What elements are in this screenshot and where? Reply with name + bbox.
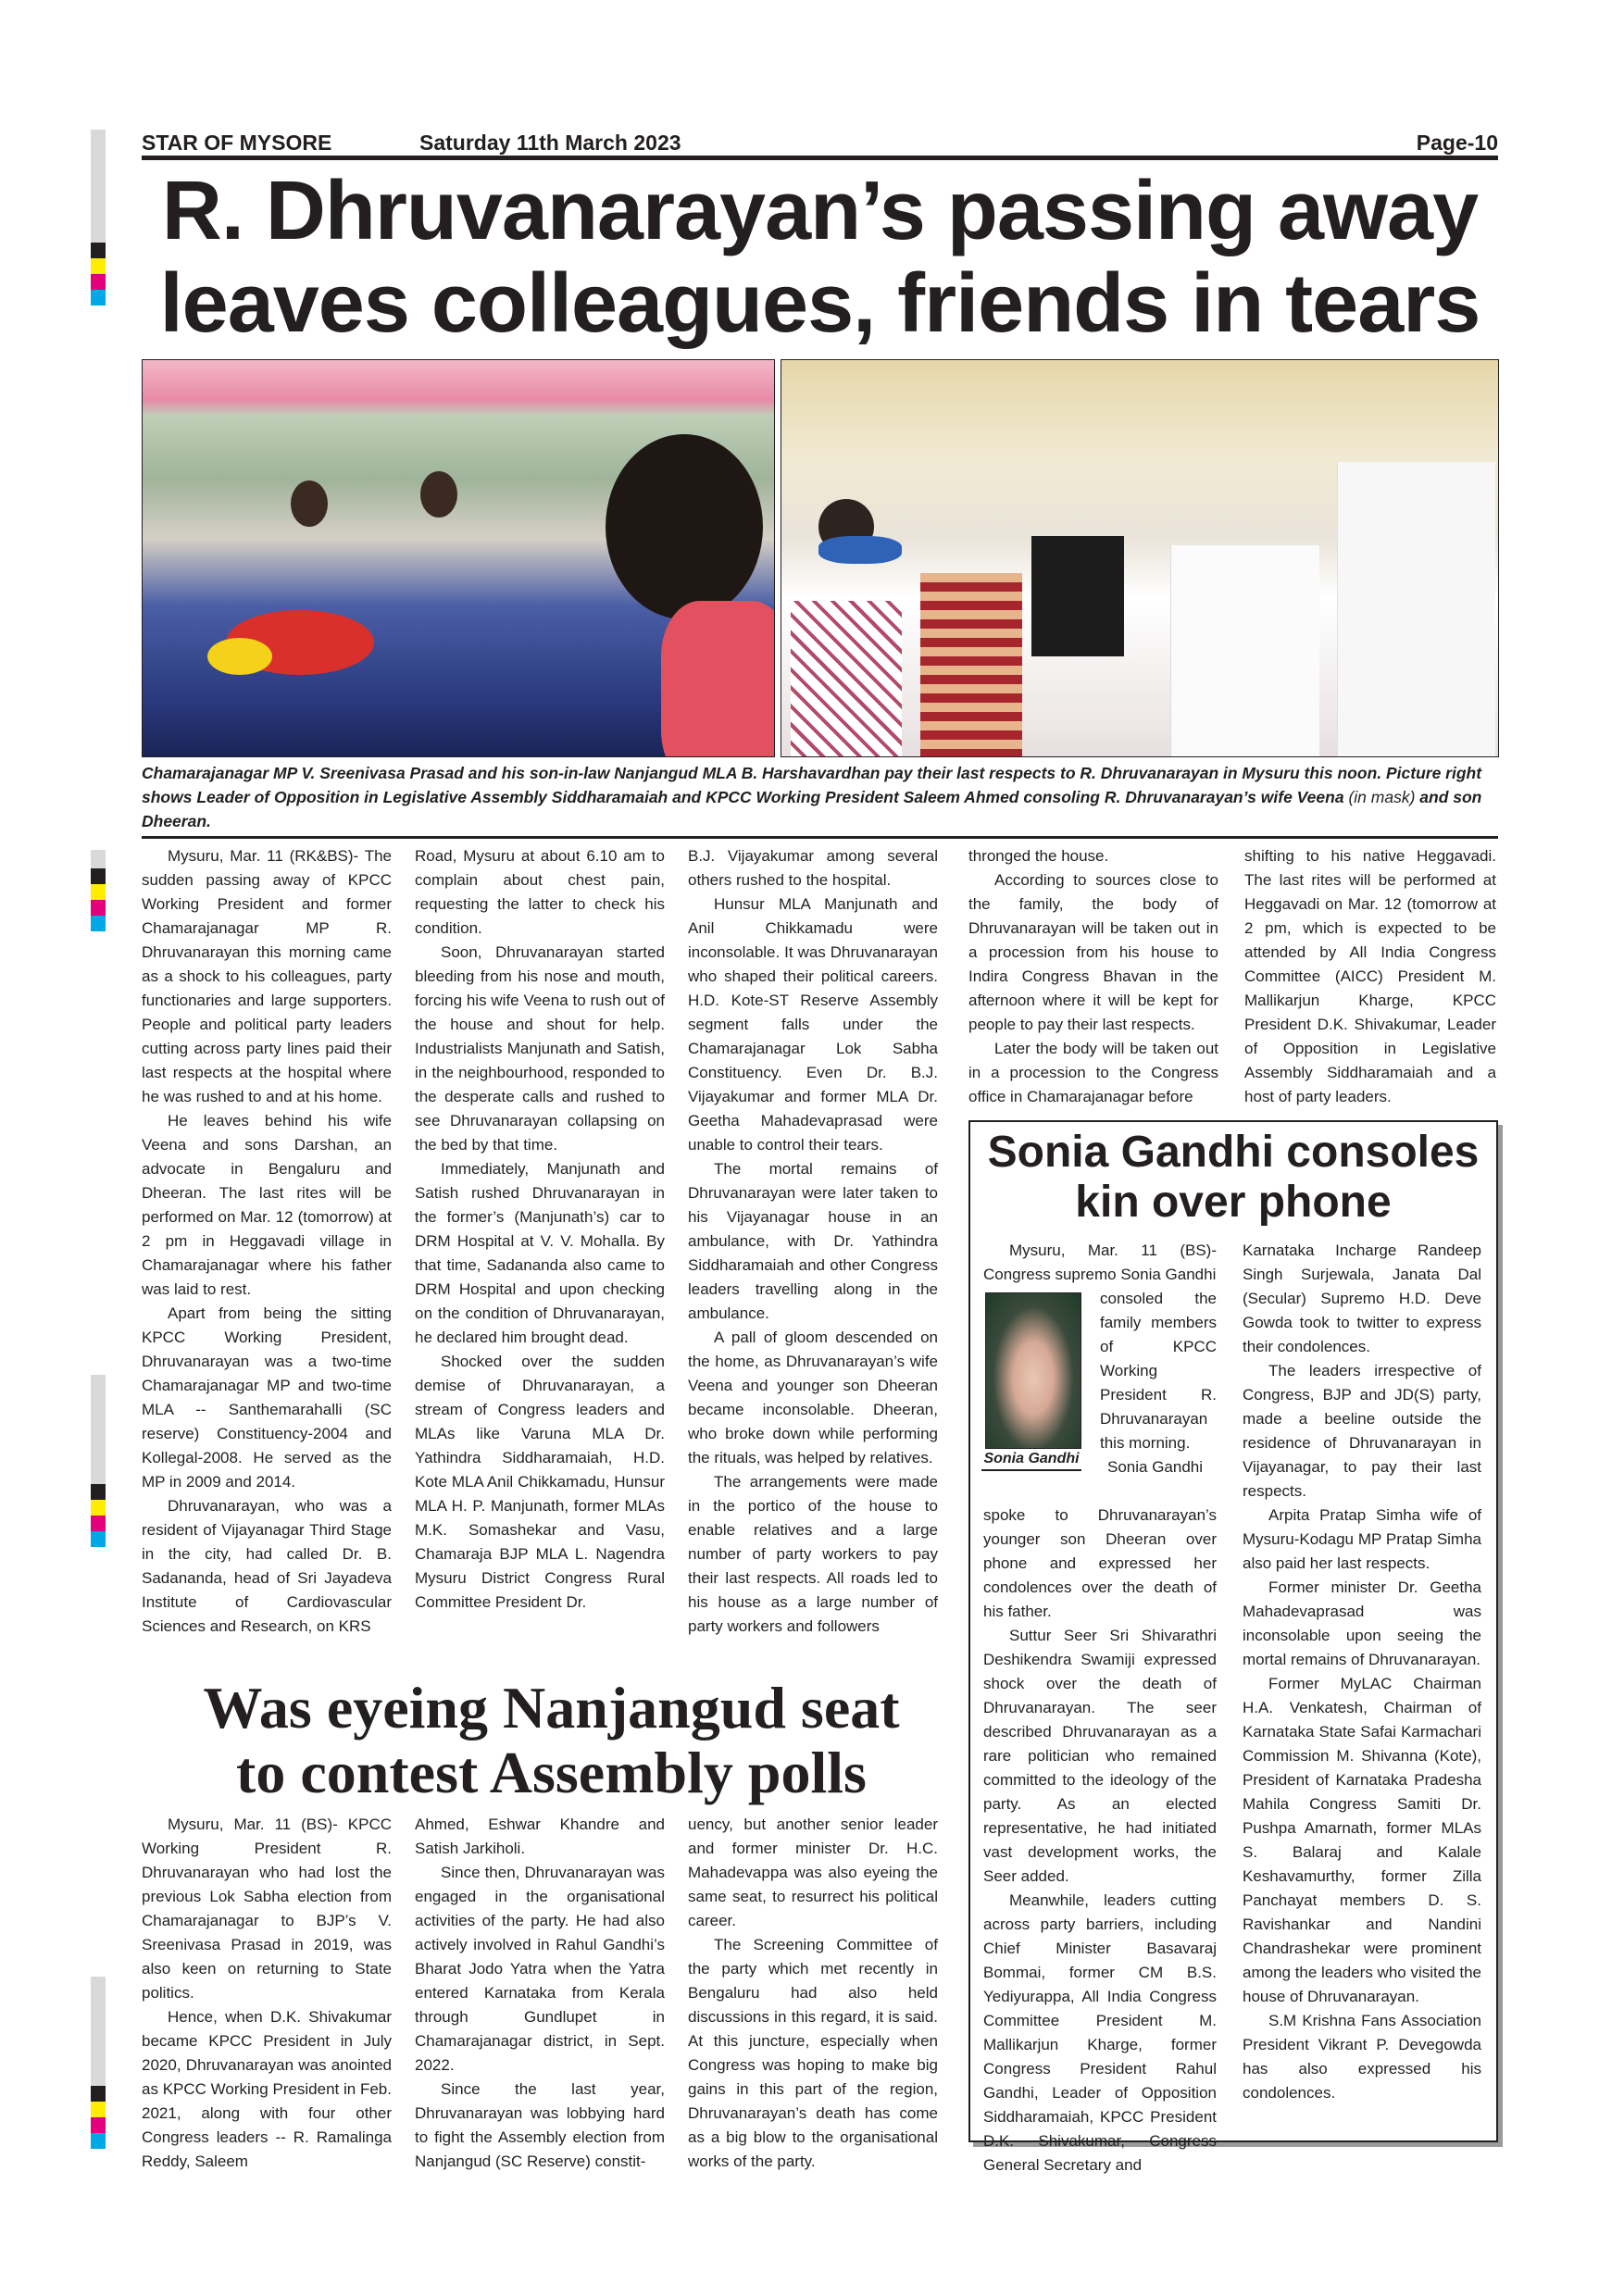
article-column-5	[1244, 844, 1496, 1109]
paragraph: Karnataka Incharge Randeep Singh Surjewala, Janata Dal (Secular) Supremo H.D. Deve Gowda took to twitter to express their condolences.	[1243, 1242, 1481, 1355]
caption-text: Chamarajanagar MP V. Sreenivasa Prasad and his son-in-law Nanjangud MLA B. Harshavardhan pay their last respects to R. Dhruvanarayan in Mysuru this noon. Picture right shows Leader of Opposition in Legislative Assembly Siddharamaiah and KPCC Working President Saleem Ahmed consoling R. Dhruvanarayan’s wife Veena	[142, 764, 1482, 806]
paragraph: A pall of gloom descended on the home, as Dhruvanarayan’s wife Veena and younger son Dheeran became inconsolable. Dheeran, who broke down while performing the rituals, was helped by relatives.	[688, 1329, 938, 1466]
portrait-caption: Sonia Gandhi	[981, 1451, 1081, 1471]
paragraph: shifting to his native Heggavadi. The last rites will be performed at Heggavadi on Mar. 12 (tomorrow at 2 pm, which is expected to be attended by All India Congress Committee (AICC) President M. Mallikarjun Kharge, KPCC President D.K. Shivakumar, Leader of Opposition in Legislative Assembly Siddharamaiah and a host of party leaders.	[1244, 847, 1496, 1105]
paragraph: Shocked over the sudden demise of Dhruvanarayan, a stream of Congress leaders and MLAs like Varuna MLA Dr. Yathindra Siddharamaiah, H.D. Kote MLA Anil Chikkamadu, Hunsur MLA H. P. Manjunath, former MLAs M.K. Somashekar and Vasu, Chamaraja BJP MLA L. Nagendra Mysuru District Congress Rural Committee President Dr.	[415, 1353, 665, 1611]
page-number: Page-10	[1416, 131, 1498, 155]
caption-rule	[142, 836, 1498, 839]
paragraph: Immediately, Manjunath and Satish rushed Dhruvanarayan in the former’s (Manjunath’s) car to DRM Hospital at V. V. Mohalla. By that time, Sadananda also came to DRM Hospital and upon checking on the condition of Dhruvanarayan, he declared him brought dead.	[415, 1160, 665, 1346]
paragraph: He leaves behind his wife Veena and sons Darshan, an advocate in Bengaluru and Dheeran. The last rites will be performed on Mar. 12 (tomorrow) at 2 pm in Heggavadi village in Chamarajanagar where his father was laid to rest.	[142, 1112, 392, 1298]
portrait-photo	[985, 1292, 1081, 1449]
paragraph: Meanwhile, leaders cutting across party barriers, including Chief Minister Basavaraj Bommai, former CM B.S. Yediyurappa, All India Congress Committee President M. Mallikarjun Kharge, former Congress President Rahul Gandhi, Leader of Opposition Siddharamaiah, KPCC President D.K. Shivakumar, Congress General Secretary and	[983, 1891, 1217, 2174]
paragraph: Hence, when D.K. Shivakumar became KPCC President in July 2020, Dhruvanarayan was anointed as KPCC Working President in Feb. 2021, along with four other Congress leaders -- R. Ramalinga Reddy, Saleem	[142, 2008, 392, 2170]
paragraph: Road, Mysuru at about 6.10 am to complain about chest pain, requesting the latter to check his condition.	[415, 847, 665, 937]
paragraph: Mysuru, Mar. 11 (BS)- KPCC Working President R. Dhruvanarayan who had lost the previous Lok Sabha election from Chamarajanagar to BJP’s V. Sreenivasa Prasad in 2019, was also keen on returning to State politics.	[142, 1816, 392, 2002]
paragraph: Dhruvanarayan, who was a resident of Vijayanagar Third Stage in the city, had called Dr. B. Sadananda, head of Sri Jayadeva Institute of Cardiovascular Sciences and Research, on KRS	[142, 1497, 392, 1635]
paragraph: The leaders irrespective of Congress, BJP and JD(S) party, made a beeline outside the residence of Dhruvanarayan in Vijayanagar, to pay their last respects.	[1243, 1362, 1481, 1500]
paragraph: Ahmed, Eshwar Khandre and Satish Jarkiholi.	[415, 1816, 665, 1857]
paragraph: Mysuru, Mar. 11 (RK&BS)- The sudden passing away of KPCC Working President and former Chamarajanagar MP R. Dhruvanarayan this morning came as a shock to his colleagues, party functionaries and large supporters. People and political party leaders cutting across party lines paid their last respects at the hospital where he was rushed to and at his home.	[142, 847, 392, 1105]
paragraph: Since then, Dhruvanarayan was engaged in the organisational activities of the party. He had also actively involved in Rahul Gandhi’s Bharat Jodo Yatra when the Yatra entered Karnataka from Kerala through Gundlupet in Chamarajanagar district, in Sept. 2022.	[415, 1864, 665, 2074]
second-headline	[142, 1676, 961, 1805]
article-column-2	[415, 844, 665, 1615]
caption-aside: (in mask)	[1348, 788, 1416, 806]
paragraph: The mortal remains of Dhruvanarayan were later taken to his Vijayanagar house in an ambulance, with Dr. Yathindra Siddharamaiah and other Congress leaders travelling along in the ambulance.	[688, 1160, 938, 1322]
article-column-4	[968, 844, 1218, 1109]
article-column-1	[142, 844, 392, 1639]
masthead-rule	[142, 156, 1498, 160]
paragraph: Former MyLAC Chairman H.A. Venkatesh, Chairman of Karnataka State Safai Karmachari Commission M. Shivanna (Kote), President of Karnataka Pradesha Mahila Congress Samiti Dr. Pushpa Amarnath, former MLAs S. Balaraj and Kalale Keshavamurthy, former Zilla Panchayat members D. S. Ravishankar and Nandini Chandrashekar were prominent among the leaders who visited the house of Dhruvanarayan.	[1243, 1675, 1481, 2005]
paragraph: According to sources close to the family, the body of Dhruvanarayan will be taken out in a procession from his house to Indira Congress Bhavan in the afternoon where it will be kept for people to pay their last respects.	[968, 871, 1218, 1033]
paragraph: Arpita Pratap Simha wife of Mysuru-Kodagu MP Pratap Simha also paid her last respects.	[1243, 1506, 1481, 1572]
cmyk-registration-mark	[91, 1375, 106, 1547]
paragraph: The Screening Committee of the party which met recently in Bengaluru had also held discussions in this regard, it is said. At this juncture, especially when Congress was hoping to make big gains in this part of the region, Dhruvanarayan’s death has come as a big blow to the organisational works of the party.	[688, 1936, 938, 2170]
paragraph: spoke to Dhruvanarayan’s younger son Dheeran over phone and expressed her condolences over the death of his father.	[983, 1506, 1217, 1620]
photo-consoling-family	[781, 359, 1499, 757]
second-article-column-3	[688, 1813, 938, 2174]
sidebar-headline: Sonia Gandhi consoles kin over phone	[987, 1128, 1480, 1227]
paragraph: Soon, Dhruvanarayan started bleeding from his nose and mouth, forcing his wife Veena to rush out of the house and shout for help. Industrialists Manjunath and Satish, in the neighbourhood, responded to the desperate calls and rushed to see Dhruvanarayan collapsing on the bed by that time.	[415, 943, 665, 1154]
paragraph: S.M Krishna Fans Association President Vikrant P. Devegowda has also expressed his condolences.	[1243, 2012, 1481, 2102]
paragraph: Suttur Seer Sri Shivarathri Deshikendra Swamiji expressed shock over the death of Dhruvanarayan. The seer described Dhruvanarayan as a rare politician who remained committed to the ideology of the party. As an elected representative, he had initiated vast development works, the Seer added.	[983, 1627, 1217, 1885]
paragraph: consoled the family members of KPCC Working President R. Dhruvanarayan this morning.	[1100, 1290, 1217, 1452]
sidebar-story-box	[968, 1120, 1498, 2174]
paragraph: Later the body will be taken out in a procession to the Congress office in Chamarajanagar before	[968, 1040, 1218, 1105]
paragraph: Apart from being the sitting KPCC Working President, Dhruvanarayan was a two-time Chamarajanagar MP and two-time MLA -- Santhemarahalli (SC reserve) Constituency-2004 and Kollegal-2008. He served as the MP in 2009 and 2014.	[142, 1304, 392, 1491]
issue-date: Saturday 11th March 2023	[419, 131, 681, 155]
photo-caption	[142, 761, 1498, 833]
second-article-column-2	[415, 1813, 665, 2174]
cmyk-registration-mark	[91, 130, 106, 306]
cmyk-registration-mark	[91, 850, 106, 931]
headline-line-2: to contest Assembly polls	[236, 1740, 867, 1805]
photo-funeral	[142, 359, 775, 757]
headline-line-1: Was eyeing Nanjangud seat	[203, 1675, 900, 1741]
headline-line-1: R. Dhruvanarayan’s passing away	[161, 165, 1479, 257]
paragraph: B.J. Vijayakumar among several others rushed to the hospital.	[688, 847, 938, 889]
sidebar-column-2	[1243, 1239, 1481, 2105]
cmyk-registration-mark	[91, 1977, 106, 2149]
paragraph: Sonia Gandhi	[1107, 1458, 1204, 1476]
paragraph: Since the last year, Dhruvanarayan was lobbying hard to fight the Assembly election from Nanjangud (SC Reserve) constit-	[415, 2080, 665, 2170]
paragraph: uency, but another senior leader and former minister Dr. H.C. Mahadevappa was also eyeing the same seat, to resurrect his political career.	[688, 1816, 938, 1929]
paragraph: The arrangements were made in the portico of the house to enable relatives and a large number of party workers to pay their last respects. All roads led to his house as a large number of party workers and followers	[688, 1473, 938, 1635]
main-headline	[142, 165, 1498, 350]
paragraph: Mysuru, Mar. 11 (BS)- Congress supremo Sonia Gandhi	[983, 1242, 1217, 1283]
newspaper-name: STAR OF MYSORE	[142, 131, 332, 155]
sidebar-column-1-wrap	[1100, 1287, 1217, 1479]
caption-text-end: and son Dheeran.	[142, 788, 1482, 830]
headline-line-2: leaves colleagues, friends in tears	[159, 257, 1480, 350]
paragraph: thronged the house.	[968, 847, 1109, 865]
paragraph: Hunsur MLA Manjunath and Anil Chikkamadu were inconsolable. It was Dhruvanarayan who shaped their political careers. H.D. Kote-ST Reserve Assembly segment falls under the Chamarajanagar Lok Sabha Constituency. Even Dr. B.J. Vijayakumar and former MLA Dr. Geetha Mahadevaprasad were unable to control their tears.	[688, 895, 938, 1154]
paragraph: Former minister Dr. Geetha Mahadevaprasad was inconsolable upon seeing the mortal remains of Dhruvanarayan.	[1243, 1578, 1481, 1668]
second-article-column-1	[142, 1813, 392, 2174]
article-column-3	[688, 844, 938, 1639]
sidebar-column-1-top	[983, 1239, 1217, 1287]
sidebar-column-1-rest	[983, 1504, 1217, 2177]
masthead	[142, 128, 1498, 156]
